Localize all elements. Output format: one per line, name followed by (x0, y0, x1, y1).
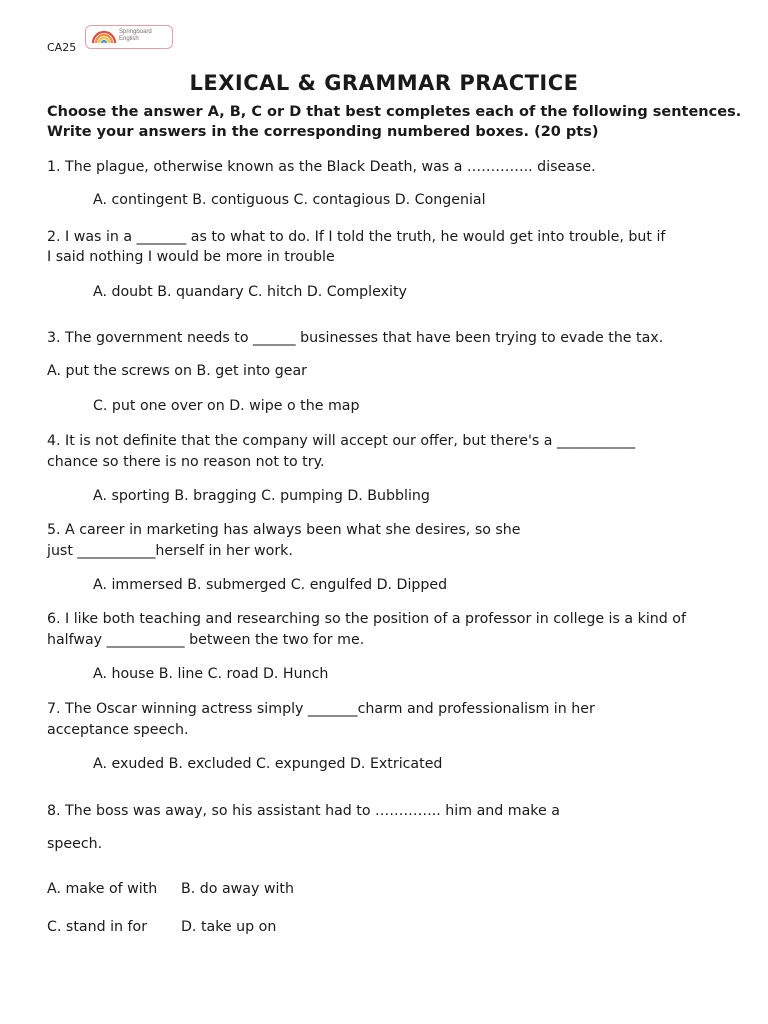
instructions: Choose the answer A, B, C or D that best completes each of the following sentences. Write your answers in the corresponding numbered boxes. (20 pts) (47, 104, 742, 140)
question-2-stem-line-1: 2. I was in a _______ as to what to do. If I told the truth, he would get into trouble, but if (47, 229, 666, 245)
page-title: LEXICAL & GRAMMAR PRACTICE (189, 71, 579, 95)
question-8-option-c: C. stand in for (47, 919, 148, 935)
question-1-stem: 1. The plague, otherwise known as the Black Death, was a ………….. disease. (47, 159, 596, 175)
question-4-stem-line-2: chance so there is no reason not to try. (47, 454, 325, 470)
question-5-options: A. immersed B. submerged C. engulfed D. Dipped (93, 577, 448, 593)
question-8-option-b: B. do away with (181, 881, 294, 897)
logo-line-1: Springboard (119, 29, 152, 35)
rainbow-logo-icon (91, 30, 117, 44)
question-8-stem-line-2: speech. (47, 836, 103, 852)
question-3-options-line-2: C. put one over on D. wipe o the map (93, 398, 360, 414)
question-4-options: A. sporting B. bragging C. pumping D. Bubbling (93, 488, 430, 504)
question-7-options: A. exuded B. excluded C. expunged D. Extricated (93, 756, 443, 772)
logo-line-2: English (119, 36, 139, 42)
question-5-stem-line-2: just ___________herself in her work. (47, 543, 293, 559)
document-code: CA25 (47, 41, 77, 54)
question-6-stem-line-1: 6. I like both teaching and researching so the position of a professor in college is a kind of (47, 611, 686, 627)
question-8-stem-line-1: 8. The boss was away, so his assistant had to ………….. him and make a (47, 803, 560, 819)
springboard-logo (85, 25, 173, 49)
question-4-stem-line-1: 4. It is not definite that the company will accept our offer, but there's a ___________ (47, 433, 636, 449)
question-6-options: A. house B. line C. road D. Hunch (93, 666, 329, 682)
question-7-stem-line-2: acceptance speech. (47, 722, 189, 738)
question-8-option-a: A. make of with (47, 881, 158, 897)
logo-text (119, 29, 152, 43)
question-6-stem-line-2: halfway ___________ between the two for me. (47, 632, 365, 648)
question-7-stem-line-1: 7. The Oscar winning actress simply _______charm and professionalism in her (47, 701, 595, 717)
question-3-stem: 3. The government needs to ______ businesses that have been trying to evade the tax. (47, 330, 664, 346)
question-8-option-d: D. take up on (181, 919, 277, 935)
question-1-options: A. contingent B. contiguous C. contagious D. Congenial (93, 192, 486, 208)
question-2-stem-line-2: I said nothing I would be more in trouble (47, 249, 335, 265)
question-3-options-line-1: A. put the screws on B. get into gear (47, 363, 307, 379)
question-2-options: A. doubt B. quandary C. hitch D. Complexity (93, 284, 407, 300)
question-5-stem-line-1: 5. A career in marketing has always been what she desires, so she (47, 522, 521, 538)
